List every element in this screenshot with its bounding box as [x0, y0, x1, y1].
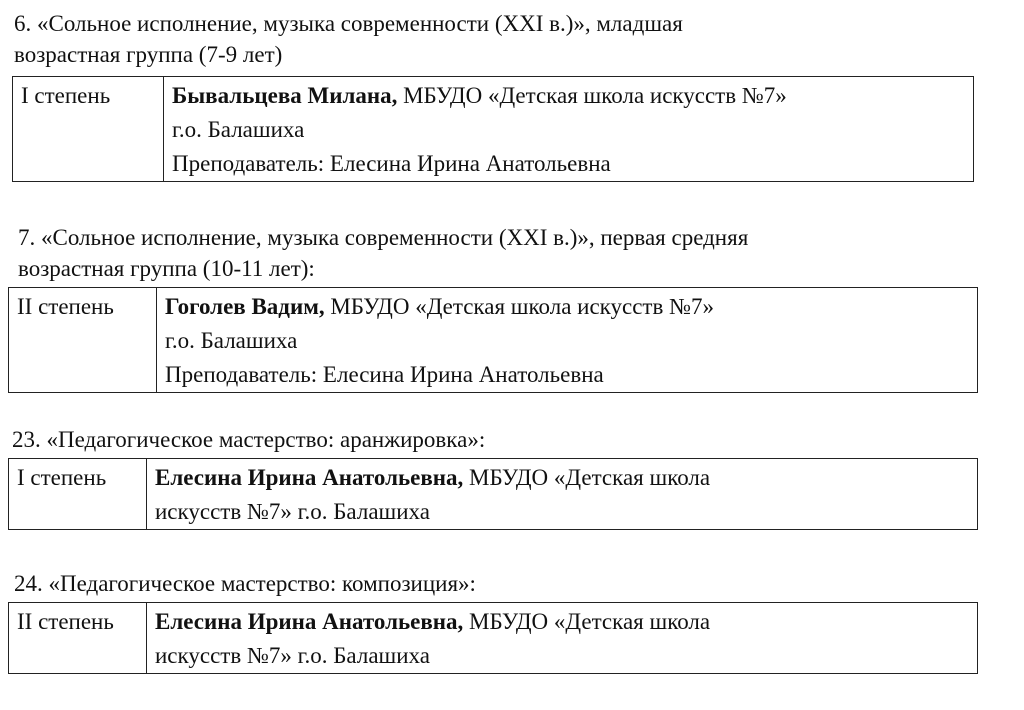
- winner-cell: [157, 288, 978, 393]
- section-heading: [14, 8, 683, 70]
- award-row: [9, 603, 978, 674]
- degree-cell: I степень: [9, 459, 147, 530]
- heading-line: 7. «Сольное исполнение, музыка современности (XXI в.)», первая средняя: [18, 225, 749, 250]
- school-name: МБУДО «Детская школа искусств №7»: [397, 83, 787, 108]
- award-table: [8, 287, 978, 393]
- school-name: МБУДО «Детская школа: [463, 465, 711, 490]
- winner-name: Елесина Ирина Анатольевна,: [155, 465, 464, 490]
- award-table: [8, 458, 978, 530]
- award-row: [9, 288, 978, 393]
- teacher-name: Преподаватель: Елесина Ирина Анатольевна: [172, 151, 611, 176]
- city-name: г.о. Балашиха: [165, 328, 298, 353]
- heading-line: возрастная группа (7-9 лет): [14, 42, 283, 67]
- section-heading: [14, 568, 476, 599]
- section-heading: [12, 424, 485, 455]
- winner-cell: [147, 459, 978, 530]
- award-row: [9, 459, 978, 530]
- section-heading: [18, 222, 748, 284]
- winner-line: [155, 605, 969, 639]
- degree-cell: II степень: [9, 603, 147, 674]
- teacher-name: Преподаватель: Елесина Ирина Анатольевна: [165, 362, 604, 387]
- winner-cell: [147, 603, 978, 674]
- heading-line: возрастная группа (10-11 лет):: [18, 256, 315, 281]
- degree-cell: II степень: [9, 288, 157, 393]
- school-name: МБУДО «Детская школа искусств №7»: [324, 294, 715, 319]
- city-name: искусств №7» г.о. Балашиха: [155, 499, 430, 524]
- degree-cell: I степень: [13, 77, 164, 182]
- school-name: МБУДО «Детская школа: [463, 609, 711, 634]
- award-row: [13, 77, 974, 182]
- winner-line: [155, 461, 969, 495]
- winner-line: [172, 79, 965, 113]
- winner-name: Бывальцева Милана,: [172, 83, 398, 108]
- winner-cell: [164, 77, 974, 182]
- city-name: искусств №7» г.о. Балашиха: [155, 643, 430, 668]
- winner-name: Гоголев Вадим,: [165, 294, 325, 319]
- winner-name: Елесина Ирина Анатольевна,: [155, 609, 464, 634]
- heading-line: 24. «Педагогическое мастерство: композиция»:: [14, 571, 476, 596]
- city-name: г.о. Балашиха: [172, 117, 305, 142]
- heading-line: 6. «Сольное исполнение, музыка современности (XXI в.)», младшая: [14, 11, 683, 36]
- heading-line: 23. «Педагогическое мастерство: аранжировка»:: [12, 427, 486, 452]
- winner-line: [165, 290, 969, 324]
- award-table: [8, 602, 978, 674]
- award-table: [12, 76, 974, 182]
